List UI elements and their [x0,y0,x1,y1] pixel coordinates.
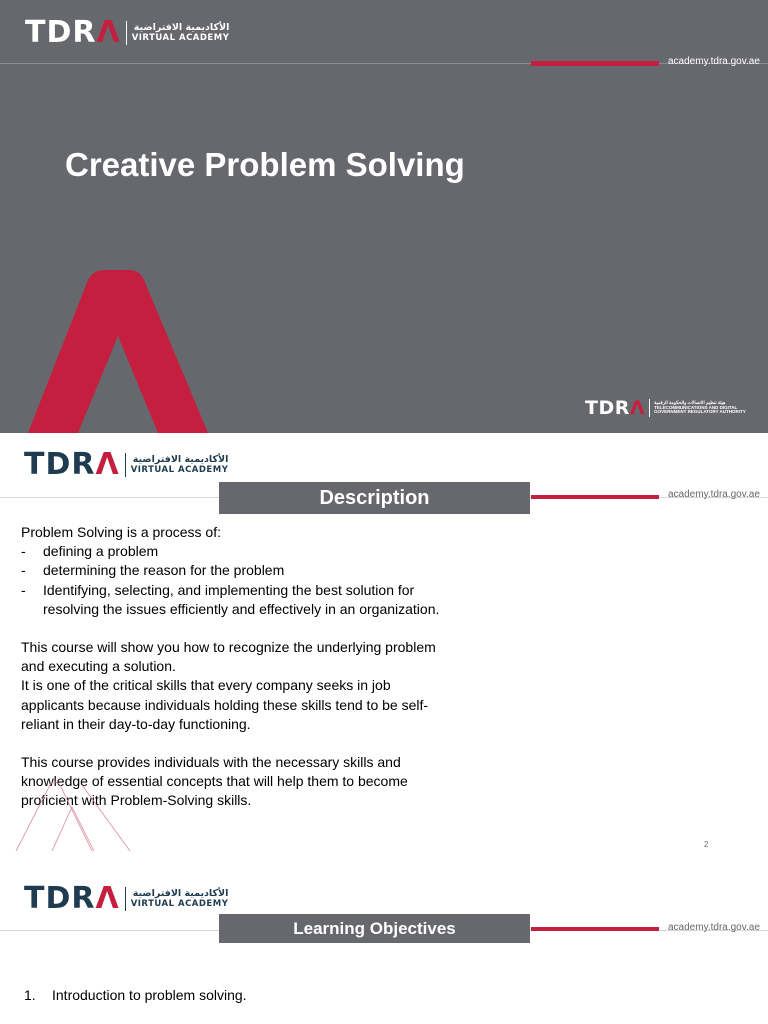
academy-url: academy.tdra.gov.ae [668,56,760,67]
authority-line-2: GOVERNMENT REGULATORY AUTHORITY [654,409,746,415]
learning-objectives-slide [0,855,768,1024]
academy-url: academy.tdra.gov.ae [668,489,760,500]
logo-wordmark: TDRΛ [25,15,121,50]
brand-a-shape [0,270,215,433]
logo-arabic-text: الأكاديمية الافتراضية [132,887,229,899]
list-item: - defining a problem [21,543,159,560]
paragraph: This course will show you how to recognize the underlying problem and executing a solution. [21,639,436,675]
header-accent-bar [531,495,659,499]
logo-divider [125,453,126,477]
academy-url: academy.tdra.gov.ae [668,922,760,933]
title-slide [0,0,768,433]
list-item: - determining the reason for the problem [21,562,285,579]
logo-english-text: VIRTUAL ACADEMY [131,32,230,43]
paragraph: It is one of the critical skills that every company seeks in job applicants because individuals holding these skills tend to be self-reliant in their day-to-day functioning. [21,677,429,732]
objective-number: 1. [24,987,36,1003]
description-slide [0,433,768,855]
authority-logo-divider [649,399,650,417]
list-item: - Identifying, selecting, and implementing the best solution for resolving the issues efficiently and effectively in an organization. [21,581,440,617]
logo-wordmark: TDRΛ [24,447,120,482]
tdra-virtual-academy-logo [24,881,229,916]
logo-arabic-text: الأكاديمية الافتراضية [132,453,229,465]
description-body [21,523,451,811]
logo-english-text: VIRTUAL ACADEMY [130,464,229,475]
header-accent-bar [531,927,659,931]
objective-text: Introduction to problem solving. [52,987,247,1003]
decorative-a-outline [14,781,134,851]
logo-english-text: VIRTUAL ACADEMY [130,898,229,909]
authority-logo-wordmark: TDRΛ [585,397,646,419]
logo-divider [125,887,126,911]
tdra-authority-logo [585,397,746,419]
header-accent-bar [531,61,659,66]
logo-divider [126,21,127,45]
section-heading: Learning Objectives [219,914,530,943]
logo-arabic-text: الأكاديمية الافتراضية [133,21,230,33]
authority-arabic-text: هيئة تنظيم الاتصالات والحكومة الرقمية [654,399,726,405]
logo-wordmark: TDRΛ [24,881,120,916]
tdra-virtual-academy-logo [24,447,229,482]
authority-line-1: TELECOMMUNICATIONS AND DIGITAL [654,404,738,410]
section-heading: Description [219,482,530,514]
process-list [21,542,451,619]
page-number: 2 [704,840,709,849]
tdra-virtual-academy-logo [25,15,230,50]
intro-text: Problem Solving is a process of: [21,524,221,540]
objective-item [24,987,247,1003]
slide-title: Creative Problem Solving [65,146,465,183]
paragraph: This course provides individuals with the necessary skills and knowledge of essential concepts that will help them to become proficient with Problem-Solving skills. [21,754,408,809]
